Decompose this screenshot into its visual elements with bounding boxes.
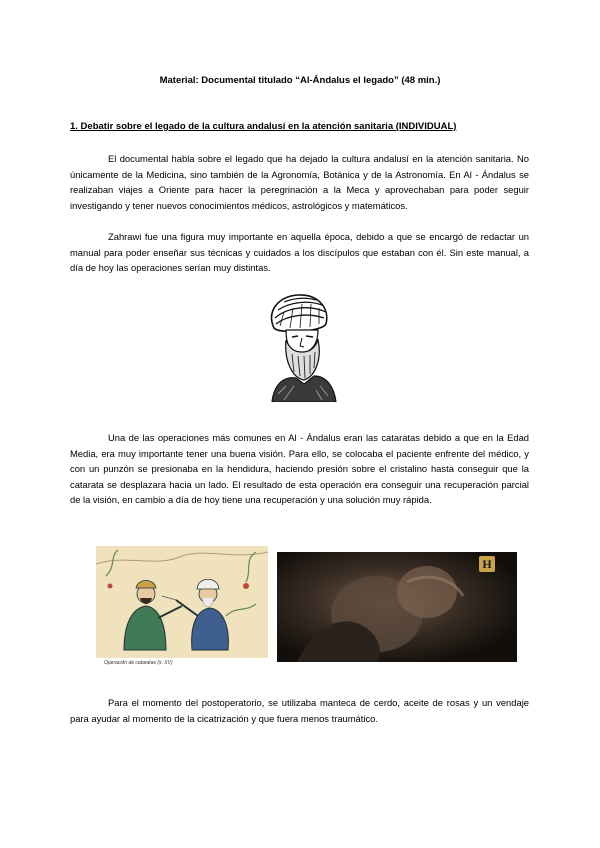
miniature-caption: Operación de cataratas (s. XV) [104, 660, 173, 666]
zahrawi-portrait-image [256, 290, 340, 402]
paragraph-postoperative: Para el momento del postoperatorio, se utilizaba manteca de cerdo, aceite de rosas y un vendaje para ayudar al momento de la cicatrización y que fuera menos traumático. [70, 697, 529, 724]
paragraph-zahrawi: Zahrawi fue una figura muy importante en aquella época, debido a que se encargó de redactar un manual para poder enseñar sus técnicas y cuidados a los discípulos que estaban con él. Sin este manual, a día de hoy las operaciones serían muy distintas. [70, 231, 529, 274]
document-title: Material: Documental titulado “Al-Ándalus el legado” (48 min.) [159, 75, 441, 86]
cataract-miniature-image [96, 546, 268, 658]
paragraph-legacy: El documental habla sobre el legado que ha dejado la cultura andalusí en la atención sanitaria. No únicamente de la Medicina, sino también de la Agronomía, Botánica y de la Astronomía. En Al - Ándalus se realizaban viajes a Oriente para hacer la peregrinación a la Meca y aprovechaban para poder seguir investigando y tener nuevos conocimientos médicos, astrológicos y matemáticos. [70, 153, 529, 211]
paragraph-cataracts: Una de las operaciones más comunes en Al - Ándalus eran las cataratas debido a que en la Edad Media, era muy importante tener una buena visión. Para ello, se colocaba el paciente enfrente del médico, y con un punzón se presionaba en la hendidura, haciendo presión sobre el cristalino hasta conseguir que la catarata se desplazara hacia un lado. El resultado de esta operación era conseguir una recuperación parcial de la visión, en cambio a día de hoy tiene una recuperación y una solución muy rápida. [70, 432, 529, 506]
history-logo: H [479, 556, 495, 572]
section-heading: 1. Debatir sobre el legado de la cultura andalusí en la atención sanitaria (INDIVIDUAL) [70, 121, 457, 132]
